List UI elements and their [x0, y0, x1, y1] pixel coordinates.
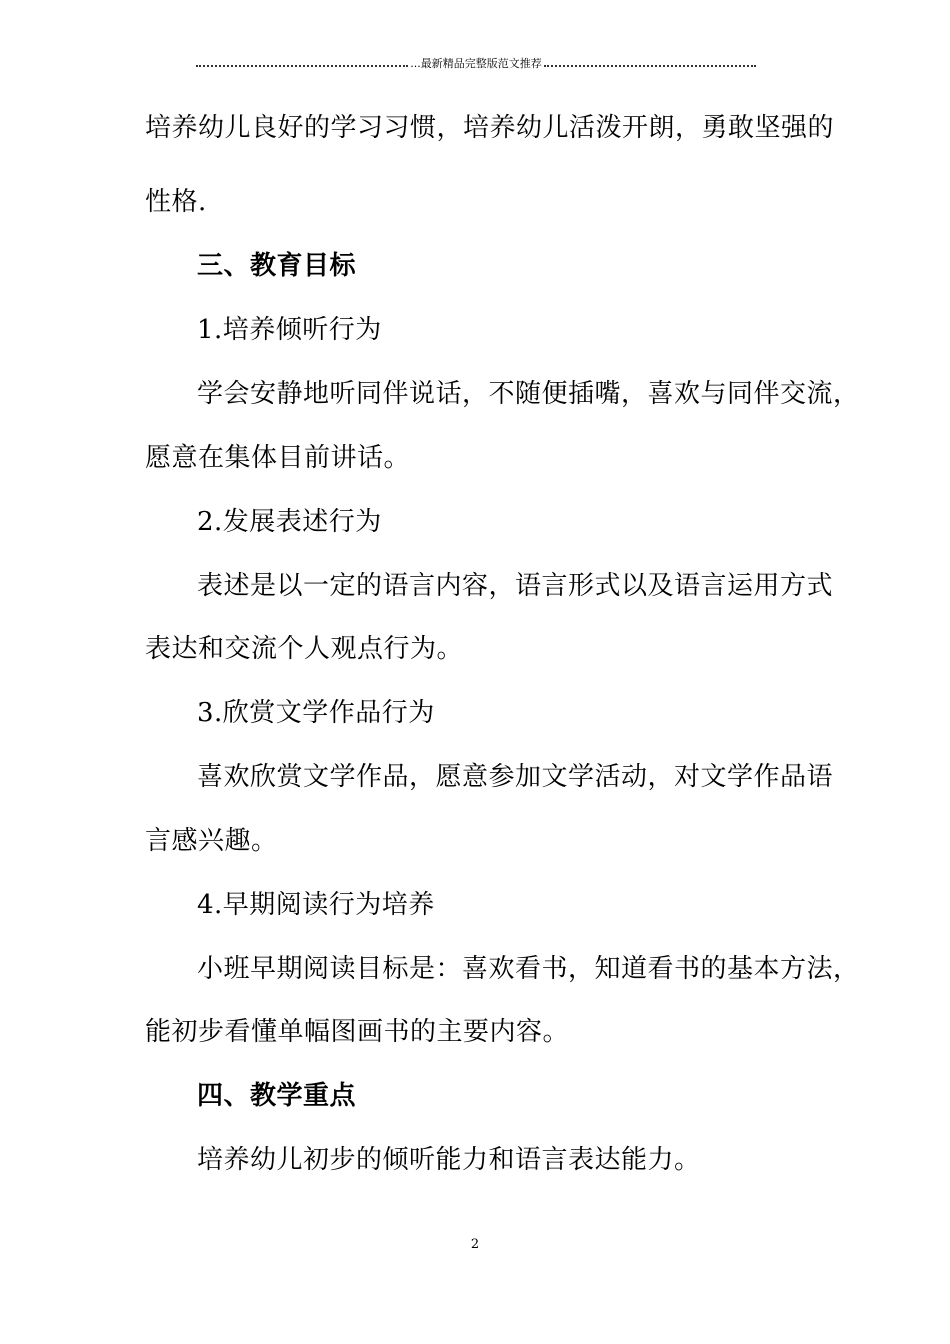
paragraph-line: 愿意在集体目前讲话。 [145, 443, 411, 473]
section-heading: 四、教学重点 [197, 1081, 357, 1111]
paragraph-line: 小班早期阅读目标是：喜欢看书，知道看书的基本方法， [197, 954, 860, 984]
paragraph-line: 言感兴趣。 [145, 826, 278, 856]
page-number: 2 [470, 1237, 480, 1252]
paragraph-line: 学会安静地听同伴说话，不随便插嘴，喜欢与同伴交流， [197, 379, 860, 409]
page-header [196, 56, 756, 72]
header-text: ...最新精品完整版范文推荐 [410, 57, 542, 70]
paragraph-line: 性格. [145, 187, 207, 217]
section-heading: 三、教育目标 [197, 251, 357, 281]
paragraph-line: 表述是以一定的语言内容，语言形式以及语言运用方式 [197, 571, 834, 601]
header-dots-left [196, 65, 408, 67]
subsection-heading: 1.培养倾听行为 [197, 315, 382, 345]
paragraph-line: 喜欢欣赏文学作品，愿意参加文学活动，对文学作品语 [197, 762, 834, 792]
subsection-heading: 2.发展表述行为 [197, 507, 382, 537]
paragraph-line: 能初步看懂单幅图画书的主要内容。 [145, 1017, 570, 1047]
header-dots-right [544, 65, 756, 67]
subsection-heading: 3.欣赏文学作品行为 [197, 698, 435, 728]
paragraph-line: 培养幼儿初步的倾听能力和语言表达能力。 [197, 1145, 701, 1175]
paragraph-line: 培养幼儿良好的学习习惯，培养幼儿活泼开朗，勇敢坚强的 [145, 113, 835, 143]
subsection-heading: 4.早期阅读行为培养 [197, 890, 435, 920]
paragraph-line: 表达和交流个人观点行为。 [145, 634, 464, 664]
